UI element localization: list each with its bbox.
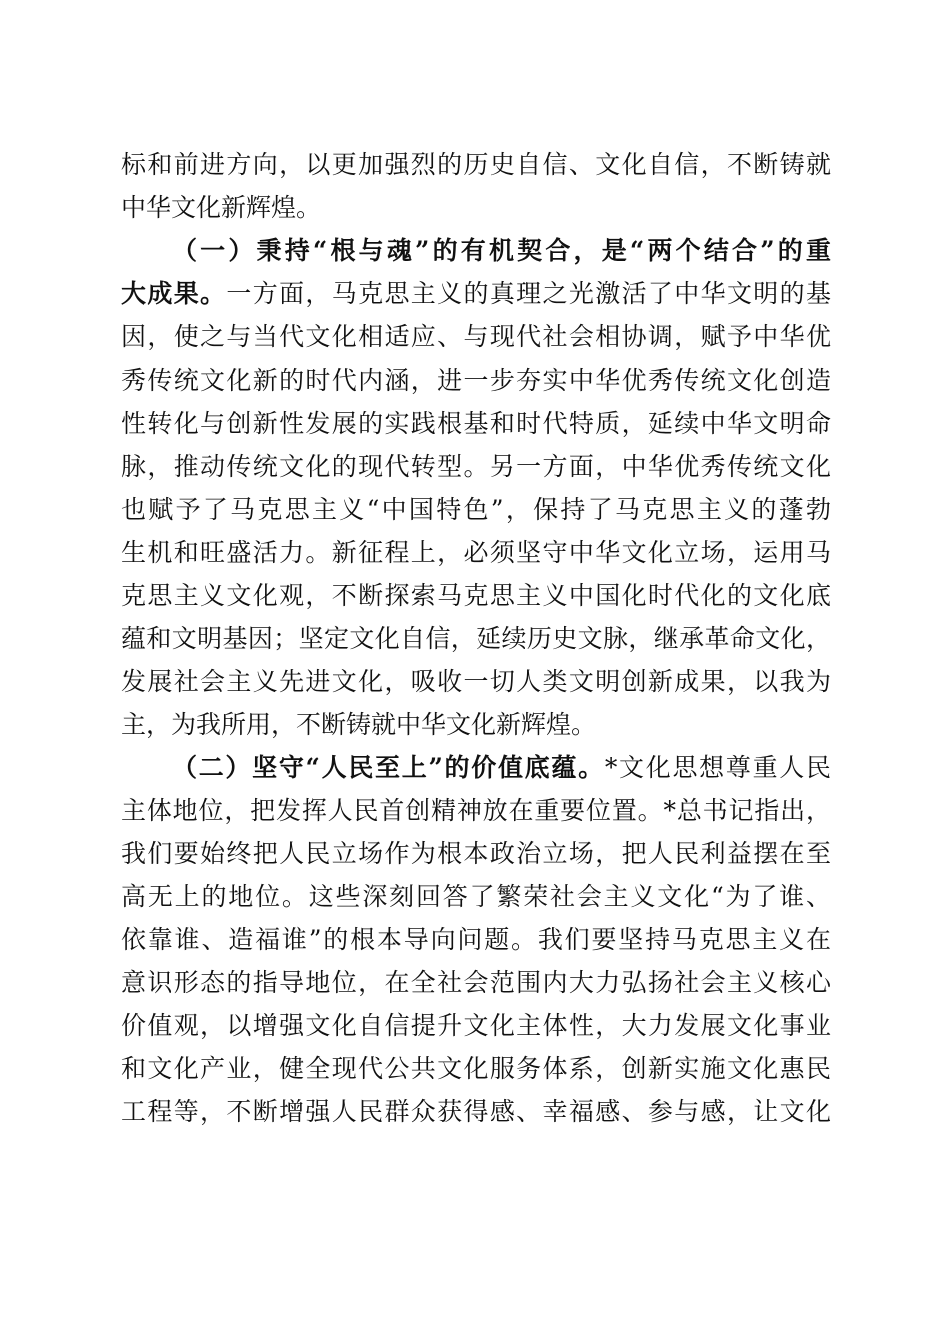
text-line <box>172 748 831 788</box>
text-line: 和文化产业，健全现代公共文化服务体系，创新实施文化惠民 <box>121 1054 831 1083</box>
text-line: 主体地位，把发挥人民首创精神放在重要位置。*总书记指出， <box>121 796 831 825</box>
text-line: 蕴和文明基因；坚定文化自信，延续历史文脉，继承革命文化， <box>121 624 831 653</box>
section-heading-1-end: 大成果。 <box>121 279 227 308</box>
section-heading-2: （二）坚守“人民至上”的价值底蕴。 <box>172 753 605 782</box>
text-line: 依靠谁、造福谁”的根本导向问题。我们要坚持马克思主义在 <box>121 925 831 954</box>
text-line: 生机和旺盛活力。新征程上，必须坚守中华文化立场，运用马 <box>121 538 831 567</box>
text-line: 因，使之与当代文化相适应、与现代社会相协调，赋予中华优 <box>121 322 831 351</box>
text-line: 发展社会主义先进文化，吸收一切人类文明创新成果，以我为 <box>121 667 831 696</box>
text-line: 秀传统文化新的时代内涵，进一步夯实中华优秀传统文化创造 <box>121 366 831 395</box>
text-line <box>121 274 831 314</box>
section-heading-1: （一）秉持“根与魂”的有机契合，是“两个结合”的重 <box>172 236 831 265</box>
text-line: 性转化与创新性发展的实践根基和时代特质，延续中华文明命 <box>121 409 831 438</box>
text-line: 标和前进方向，以更加强烈的历史自信、文化自信，不断铸就 <box>121 150 831 179</box>
text-line: 高无上的地位。这些深刻回答了繁荣社会主义文化“为了谁、 <box>121 882 831 911</box>
text-line: 中华文化新辉煌。 <box>121 193 322 222</box>
text-line: 我们要始终把人民立场作为根本政治立场，把人民利益摆在至 <box>121 839 831 868</box>
text-line: 也赋予了马克思主义“中国特色”，保持了马克思主义的蓬勃 <box>121 495 831 524</box>
text-line: 克思主义文化观，不断探索马克思主义中国化时代化的文化底 <box>121 581 831 610</box>
text-line: 意识形态的指导地位，在全社会范围内大力弘扬社会主义核心 <box>121 968 831 997</box>
text-segment: *文化思想尊重人民 <box>604 753 831 782</box>
text-line: 脉，推动传统文化的现代转型。另一方面，中华优秀传统文化 <box>121 452 831 481</box>
text-line: 主，为我所用，不断铸就中华文化新辉煌。 <box>121 710 597 739</box>
text-line: 工程等，不断增强人民群众获得感、幸福感、参与感，让文化 <box>121 1097 831 1126</box>
text-line: 价值观，以增强文化自信提升文化主体性，大力发展文化事业 <box>121 1011 831 1040</box>
text-segment: 一方面，马克思主义的真理之光激活了中华文明的基 <box>226 279 831 308</box>
